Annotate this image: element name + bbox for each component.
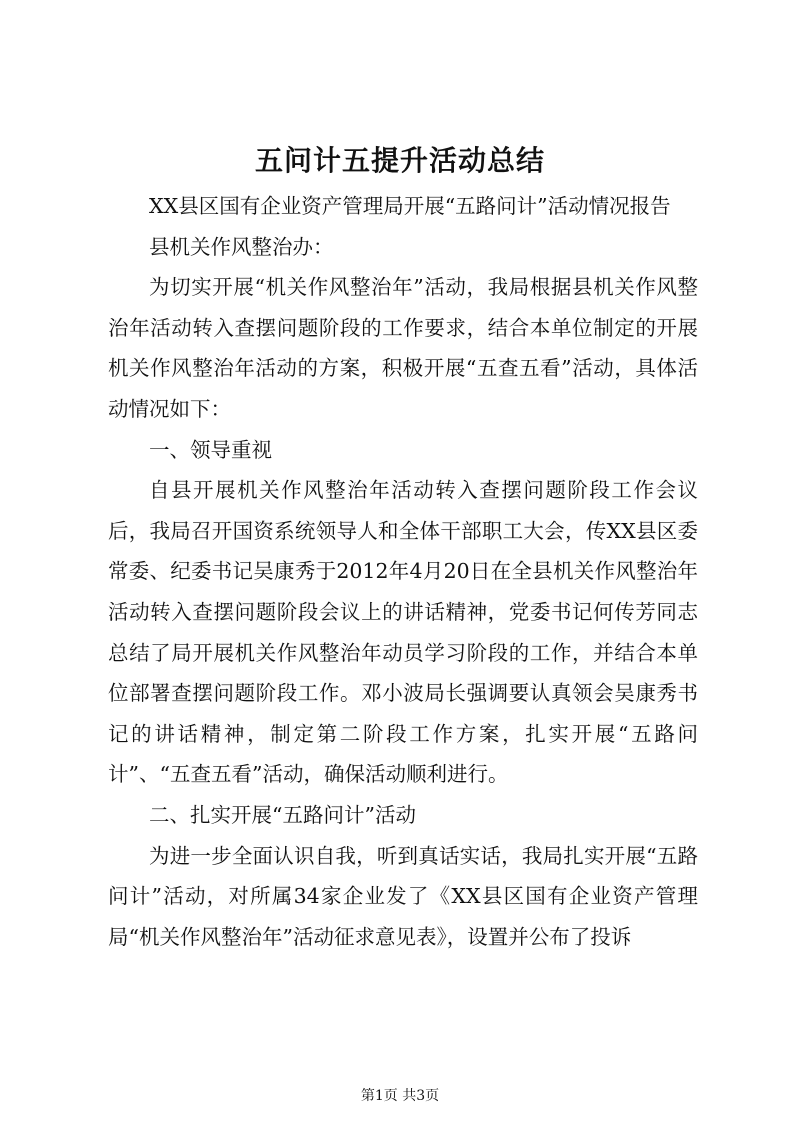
salutation-paragraph: 县机关作风整治办： — [149, 234, 334, 259]
page-number-footer: 第1页 共3页 — [360, 1088, 440, 1104]
document-title: 五问计五提升活动总结 — [254, 144, 545, 177]
section-heading-1: 一、领导重视 — [149, 437, 272, 462]
intro-paragraph: 为切实开展“机关作风整治年”活动，我局根据县机关作风整治年活动转入查摆问题阶段的工作要求，结合本单位制定的开展机关作风整治年活动的方案，积极开展“五查五看”活动，具体活动情况如下： — [108, 275, 698, 421]
report-heading-paragraph: XX县区国有企业资产管理局开展“五路问计”活动情况报告 — [149, 194, 671, 218]
section-1-paragraph: 自县开展机关作风整治年活动转入查摆问题阶段工作会议后，我局召开国资系统领导人和全体干部职工大会，传XX县区委常委、纪委书记吴康秀于2012年4月20日在全县机关作风整治年活动转入查摆问题阶段会议上的讲话精神，党委书记何传芳同志总结了局开展机关作风整治年动员学习阶段的工作，并结合本单位部署查摆问题阶段工作。邓小波局长强调要认真领会吴康秀书记的讲话精神，制定第二阶段工作方案，扎实开展“五路问计”、“五查五看”活动，确保活动顺利进行。 — [108, 478, 698, 787]
section-heading-2: 二、扎实开展“五路问计”活动 — [149, 802, 416, 827]
document-body — [108, 186, 698, 957]
section-2-paragraph: 为进一步全面认识自我，听到真话实话，我局扎实开展“五路问计”活动，对所属34家企业发了《XX县区国有企业资产管理局“机关作风整治年”活动征求意见表》，设置并公布了投诉 — [108, 843, 698, 949]
